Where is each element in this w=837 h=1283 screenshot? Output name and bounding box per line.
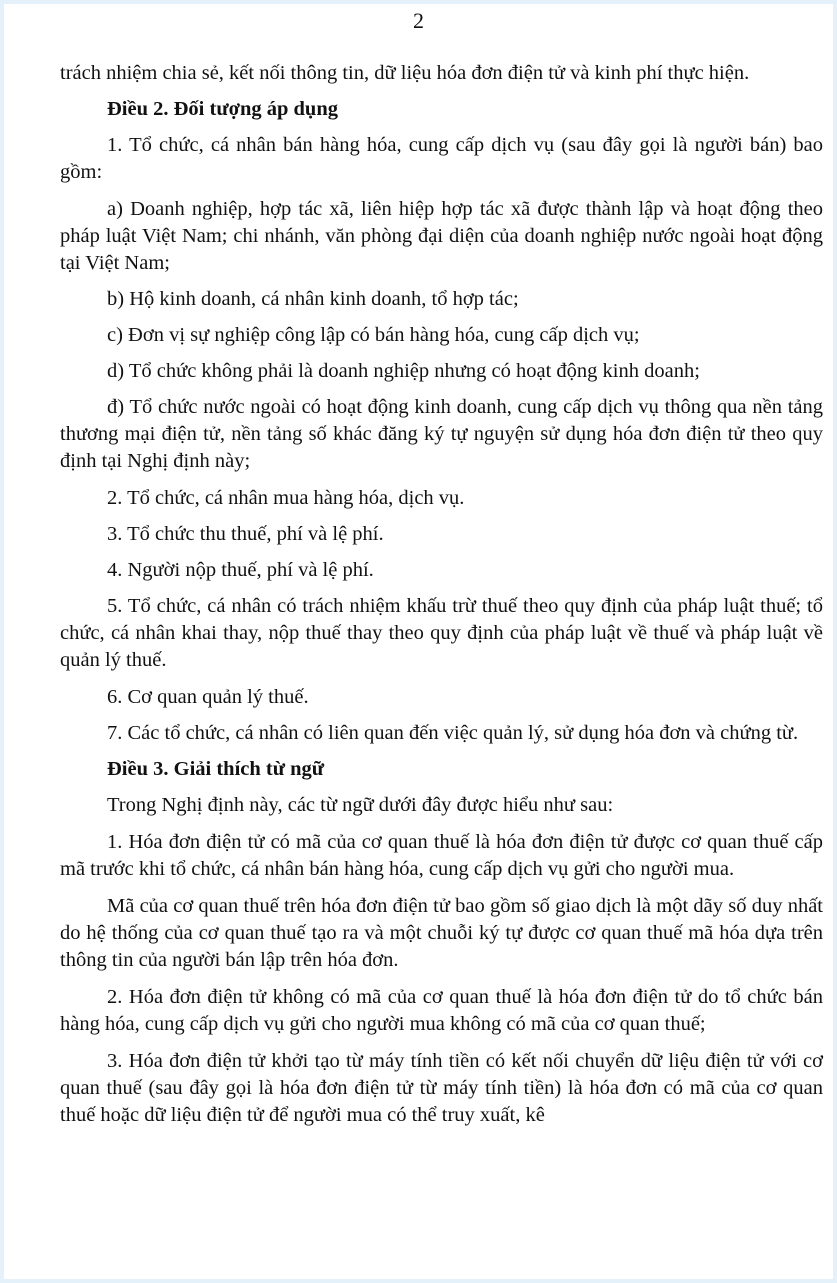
paragraph-art2-item4: 4. Người nộp thuế, phí và lệ phí. bbox=[107, 559, 374, 581]
article-3-heading: Điều 3. Giải thích từ ngữ bbox=[107, 758, 325, 780]
page-number: 2 bbox=[413, 8, 424, 33]
paragraph-art2-item1c: c) Đơn vị sự nghiệp công lập có bán hàng hóa, cung cấp dịch vụ; bbox=[107, 324, 640, 346]
paragraph-art3-item3: 3. Hóa đơn điện tử khởi tạo từ máy tính tiền có kết nối chuyển dữ liệu điện tử với cơ quan thuế (sau đây gọi là hóa đơn điện tử từ máy tính tiền) là hóa đơn có mã của cơ quan thuế hoặc dữ liệu điện tử để người mua có thể truy xuất, kê bbox=[60, 1050, 823, 1126]
document-page bbox=[4, 4, 833, 1279]
paragraph-art2-item1a: a) Doanh nghiệp, hợp tác xã, liên hiệp hợp tác xã được thành lập và hoạt động theo pháp luật Việt Nam; chi nhánh, văn phòng đại diện của doanh nghiệp nước ngoài hoạt động tại Việt Nam; bbox=[60, 198, 823, 274]
paragraph-art3-intro: Trong Nghị định này, các từ ngữ dưới đây được hiểu như sau: bbox=[107, 794, 614, 816]
paragraph-art2-item1dd: đ) Tổ chức nước ngoài có hoạt động kinh doanh, cung cấp dịch vụ thông qua nền tảng thương mại điện tử, nền tảng số khác đăng ký tự nguyện sử dụng hóa đơn điện tử theo quy định tại Nghị định này; bbox=[60, 396, 823, 472]
paragraph-art2-item6: 6. Cơ quan quản lý thuế. bbox=[107, 686, 309, 708]
paragraph-art3-item1: 1. Hóa đơn điện tử có mã của cơ quan thuế là hóa đơn điện tử được cơ quan thuế cấp mã trước khi tổ chức, cá nhân bán hàng hóa, cung cấp dịch vụ gửi cho người mua. bbox=[60, 831, 823, 880]
paragraph-art2-item1: 1. Tổ chức, cá nhân bán hàng hóa, cung cấp dịch vụ (sau đây gọi là người bán) bao gồm: bbox=[60, 134, 823, 183]
paragraph-art2-item2: 2. Tổ chức, cá nhân mua hàng hóa, dịch vụ. bbox=[107, 487, 465, 509]
paragraph-art2-item7: 7. Các tổ chức, cá nhân có liên quan đến việc quản lý, sử dụng hóa đơn và chứng từ. bbox=[107, 722, 799, 744]
paragraph-continuation: trách nhiệm chia sẻ, kết nối thông tin, dữ liệu hóa đơn điện tử và kinh phí thực hiện. bbox=[60, 62, 750, 84]
document-body bbox=[60, 60, 823, 1129]
article-2-heading: Điều 2. Đối tượng áp dụng bbox=[107, 98, 338, 120]
paragraph-art3-item2: 2. Hóa đơn điện tử không có mã của cơ quan thuế là hóa đơn điện tử do tổ chức bán hàng hóa, cung cấp dịch vụ gửi cho người mua không có mã của cơ quan thuế; bbox=[60, 986, 823, 1035]
paragraph-art2-item5: 5. Tổ chức, cá nhân có trách nhiệm khấu trừ thuế theo quy định của pháp luật thuế; tổ chức, cá nhân khai thay, nộp thuế thay theo quy định của pháp luật về thuế và pháp luật về quản lý thuế. bbox=[60, 595, 823, 671]
paragraph-art3-item1-detail: Mã của cơ quan thuế trên hóa đơn điện tử bao gồm số giao dịch là một dãy số duy nhất do hệ thống của cơ quan thuế tạo ra và một chuỗi ký tự được cơ quan thuế mã hóa dựa trên thông tin của người bán lập trên hóa đơn. bbox=[60, 895, 823, 971]
paragraph-art2-item1b: b) Hộ kinh doanh, cá nhân kinh doanh, tổ hợp tác; bbox=[107, 288, 519, 310]
paragraph-art2-item1d: d) Tổ chức không phải là doanh nghiệp nhưng có hoạt động kinh doanh; bbox=[107, 360, 700, 382]
paragraph-art2-item3: 3. Tổ chức thu thuế, phí và lệ phí. bbox=[107, 523, 384, 545]
